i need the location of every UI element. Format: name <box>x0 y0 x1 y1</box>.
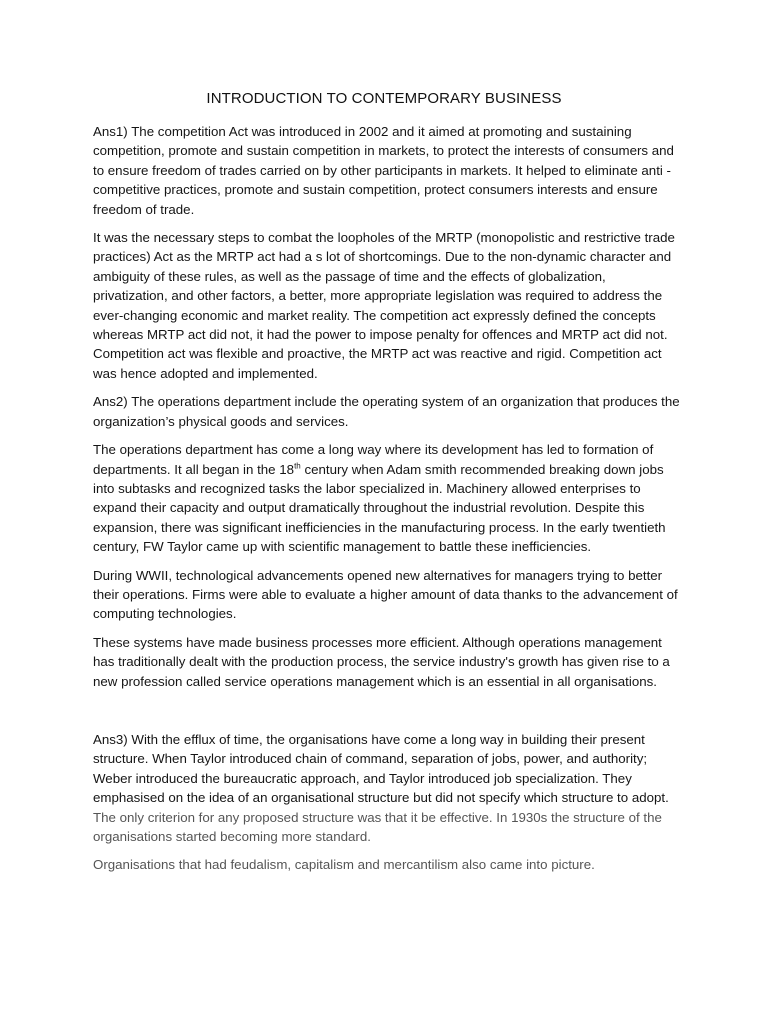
ans3-faint-text: The only criterion for any proposed structure was that it be effective. In 1930s the structure of the organisations started becoming more standard. <box>93 809 662 844</box>
paragraph-feudalism: Organisations that had feudalism, capitalism and mercantilism also came into picture. <box>93 857 595 873</box>
ans3-text: Ans3) With the efflux of time, the organisations have come a long way in building their present structure. When Taylor introduced chain of command, separation of jobs, power, and authority; Weber introduced the bureaucratic approach, and Taylor introduced job specialization. They emphasised on the idea of an organisational structure but did not specify which structure to adopt. <box>93 731 669 806</box>
document-body <box>93 122 681 884</box>
paragraph-ans1: Ans1) The competition Act was introduced in 2002 and it aimed at promoting and sustaining competition, promote and sustain competition in markets, to protect the interests of consumers and to ensure freedom of trades carried on by other participants in markets. It helped to eliminate anti - competitive practices, promote and sustain competition, protect consumers interests and ensure freedom of trade. <box>93 124 674 217</box>
paragraph-ans2: Ans2) The operations department include the operating system of an organization that produces the organization’s physical goods and services. <box>93 394 680 429</box>
paragraph-ans3 <box>93 730 681 846</box>
operations-history-text-end: century when Adam smith recommended breaking down jobs into subtasks and recognized tasks the labor specialized in. Machinery allowed enterprises to expand their capacity and output dramatically throughout the industrial revolution. Despite this expansion, there was significant inefficiencies in the manufacturing process. In the early twentieth century, FW Taylor came up with scientific management to battle these inefficiencies. <box>93 461 666 555</box>
paragraph-systems: These systems have made business processes more efficient. Although operations management has traditionally dealt with the production process, the service industry's growth has given rise to a new profession called service operations management which is an essential in all organisations. <box>93 634 670 689</box>
paragraph-mrtp: It was the necessary steps to combat the loopholes of the MRTP (monopolistic and restrictive trade practices) Act as the MRTP act had a s lot of shortcomings. Due to the non-dynamic character and ambiguity of these rules, as well as the passage of time and the effects of globalization, privatization, and other factors, a better, more appropriate legislation was required to address the ever-changing economic and market reality. The competition act expressly defined the concepts whereas MRTP act did not, it had the power to impose penalty for offences and MRTP act did not. Competition act was flexible and proactive, the MRTP act was reactive and rigid. Competition act was hence adopted and implemented. <box>93 230 675 381</box>
paragraph-operations-history <box>93 440 681 556</box>
document-title: INTRODUCTION TO CONTEMPORARY BUSINESS <box>206 90 562 107</box>
paragraph-wwii: During WWII, technological advancements opened new alternatives for managers trying to better their operations. Firms were able to evaluate a higher amount of data thanks to the advancement of computing technologies. <box>93 567 678 622</box>
superscript-th: th <box>294 461 301 471</box>
operations-history-text-start: The operations department has come a long way where its development has led to formation of departments. It all began in the 18 <box>93 442 654 477</box>
